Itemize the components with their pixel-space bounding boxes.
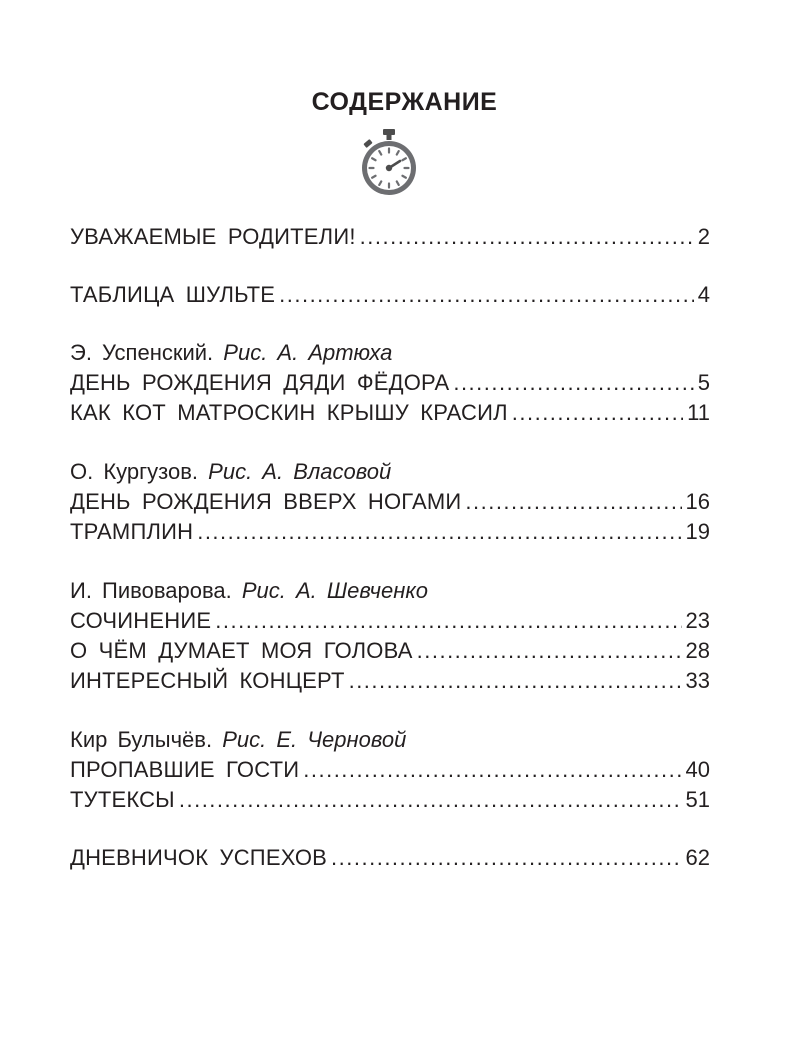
toc-entry-page: 4 [697, 282, 710, 307]
dot-leader [279, 280, 694, 310]
illustrator-name: Рис. А. Власовой [208, 459, 392, 484]
dot-leader [197, 517, 681, 547]
toc-entry-page: 33 [685, 668, 710, 693]
toc-entry-title: ТУТЕКСЫ [70, 787, 175, 812]
toc-entry-page: 11 [687, 400, 710, 425]
toc-entry-page: 23 [685, 608, 710, 633]
dot-leader [417, 636, 682, 666]
stopwatch-icon [357, 128, 421, 198]
toc-entry [70, 398, 710, 428]
toc-entry [70, 368, 710, 398]
toc-entry [70, 606, 710, 636]
toc-entry-page: 51 [685, 787, 710, 812]
toc-entry [70, 517, 710, 547]
toc-entry-page: 5 [697, 370, 710, 395]
author-name: Э. Успенский. [70, 340, 214, 365]
author-name: Кир Булычёв. [70, 727, 213, 752]
toc-entry-page: 28 [685, 638, 710, 663]
toc-entry-page: 62 [685, 845, 710, 870]
dot-leader [360, 222, 694, 252]
toc-entry-title: ПРОПАВШИЕ ГОСТИ [70, 757, 300, 782]
toc-entry-title: СОЧИНЕНИЕ [70, 608, 212, 633]
toc-entry-title: ТАБЛИЦА ШУЛЬТЕ [70, 282, 276, 307]
toc-entry [70, 487, 710, 517]
toc-entry [70, 755, 710, 785]
author-name: О. Кургузов. [70, 459, 199, 484]
dot-leader [512, 398, 683, 428]
section-author-line [70, 576, 710, 606]
page-title: СОДЕРЖАНИЕ [311, 88, 498, 116]
section-author-line [70, 457, 710, 487]
toc-entry-title: ДЕНЬ РОЖДЕНИЯ ДЯДИ ФЁДОРА [70, 370, 450, 395]
toc-entry [70, 785, 710, 815]
dot-leader [331, 843, 681, 873]
toc-entry-parents [70, 222, 710, 252]
dot-leader [349, 666, 682, 696]
toc-entry-title: ТРАМПЛИН [70, 519, 194, 544]
dot-leader [465, 487, 681, 517]
toc-entry-page: 2 [697, 224, 710, 249]
table-of-contents [70, 222, 710, 873]
dot-leader [453, 368, 693, 398]
section-author-line [70, 725, 710, 755]
author-name: И. Пивоварова. [70, 578, 232, 603]
toc-entry [70, 636, 710, 666]
toc-entry-title: УВАЖАЕМЫЕ РОДИТЕЛИ! [70, 224, 356, 249]
dot-leader [215, 606, 681, 636]
toc-entry-title: ДЕНЬ РОЖДЕНИЯ ВВЕРХ НОГАМИ [70, 489, 462, 514]
toc-entry-title: О ЧЁМ ДУМАЕТ МОЯ ГОЛОВА [70, 638, 413, 663]
section-author-line [70, 338, 710, 368]
illustrator-name: Рис. А. Шевченко [241, 578, 428, 603]
toc-entry-title: ИНТЕРЕСНЫЙ КОНЦЕРТ [70, 668, 345, 693]
toc-entry-title: КАК КОТ МАТРОСКИН КРЫШУ КРАСИЛ [70, 400, 508, 425]
toc-entry [70, 666, 710, 696]
illustrator-name: Рис. Е. Черновой [222, 727, 407, 752]
illustrator-name: Рис. А. Артюха [223, 340, 393, 365]
toc-entry-schulte-table [70, 280, 710, 310]
toc-entry-page: 16 [685, 489, 710, 514]
dot-leader [303, 755, 681, 785]
toc-entry-success-diary [70, 843, 710, 873]
toc-entry-page: 19 [685, 519, 710, 544]
dot-leader [179, 785, 682, 815]
toc-entry-title: ДНЕВНИЧОК УСПЕХОВ [70, 845, 328, 870]
toc-entry-page: 40 [685, 757, 710, 782]
